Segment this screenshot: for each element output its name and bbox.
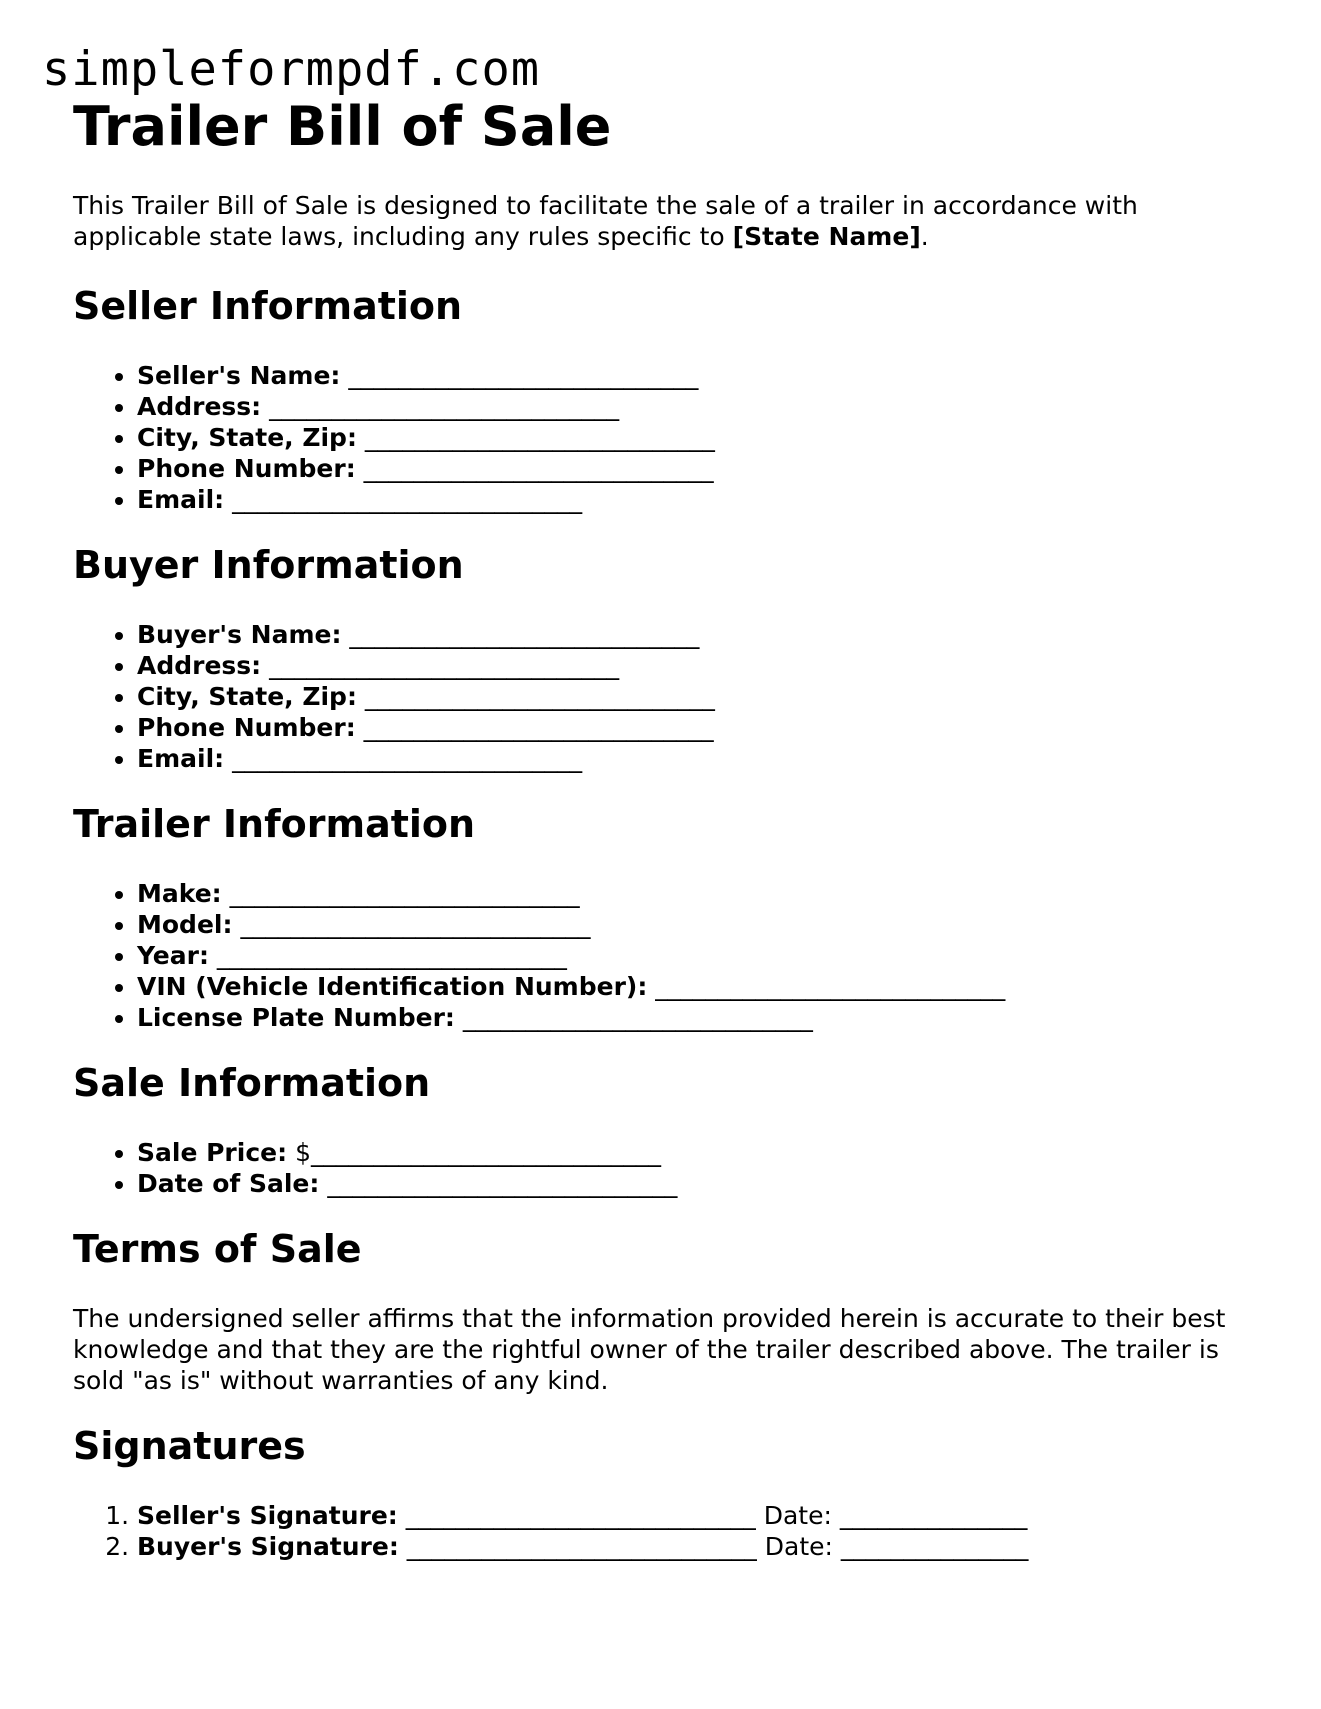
document-page bbox=[73, 92, 1253, 1562]
field-label: Email: bbox=[137, 485, 225, 514]
seller-city-state-zip-blank[interactable]: ____________________________ bbox=[364, 423, 715, 452]
buyer-signature-line bbox=[137, 1531, 1253, 1562]
terms-section-heading: Terms of Sale bbox=[73, 1227, 362, 1271]
buyer-city-state-zip-field bbox=[137, 681, 1253, 712]
date-label: Date: bbox=[763, 1501, 832, 1530]
field-label: Buyer's Name: bbox=[137, 620, 342, 649]
buyer-name-field bbox=[137, 619, 1253, 650]
seller-fields bbox=[73, 360, 1253, 515]
trailer-model-field bbox=[137, 909, 1253, 940]
buyer-signature-date-blank[interactable]: _______________ bbox=[840, 1532, 1029, 1561]
seller-signature-date-blank[interactable]: _______________ bbox=[839, 1501, 1028, 1530]
field-label: Phone Number: bbox=[137, 713, 356, 742]
signature-list bbox=[73, 1500, 1253, 1562]
trailer-license-plate-field bbox=[137, 1002, 1253, 1033]
seller-email-blank[interactable]: ____________________________ bbox=[232, 485, 583, 514]
trailer-section-heading: Trailer Information bbox=[73, 802, 476, 846]
field-label: License Plate Number: bbox=[137, 1003, 455, 1032]
seller-name-field bbox=[137, 360, 1253, 391]
dollar-sign: $ bbox=[295, 1138, 311, 1167]
buyer-address-blank[interactable]: ____________________________ bbox=[269, 651, 620, 680]
field-label: VIN (Vehicle Identification Number): bbox=[137, 972, 648, 1001]
trailer-make-blank[interactable]: ____________________________ bbox=[229, 879, 580, 908]
seller-email-field bbox=[137, 484, 1253, 515]
watermark: simpleformpdf.com bbox=[42, 42, 541, 97]
intro-text: This Trailer Bill of Sale is designed to facilitate the sale of a trailer in accordance with applicable state laws, including any rules specific to bbox=[73, 191, 1138, 251]
intro-paragraph bbox=[73, 190, 1253, 252]
sale-price-field bbox=[137, 1137, 1253, 1168]
state-name-placeholder: [State Name] bbox=[732, 222, 921, 251]
trailer-vin-blank[interactable]: ____________________________ bbox=[655, 972, 1006, 1001]
field-label: Year: bbox=[137, 941, 209, 970]
sale-fields bbox=[73, 1137, 1253, 1199]
field-label: Sale Price: bbox=[137, 1138, 288, 1167]
buyer-email-field bbox=[137, 743, 1253, 774]
intro-end: . bbox=[920, 222, 929, 251]
trailer-fields bbox=[73, 878, 1253, 1033]
field-label: City, State, Zip: bbox=[137, 423, 357, 452]
buyer-section-heading: Buyer Information bbox=[73, 543, 464, 587]
seller-signature-line bbox=[137, 1500, 1253, 1531]
field-label: Model: bbox=[137, 910, 233, 939]
buyer-email-blank[interactable]: ____________________________ bbox=[232, 744, 583, 773]
buyer-name-blank[interactable]: ____________________________ bbox=[349, 620, 700, 649]
field-label: Seller's Name: bbox=[137, 361, 341, 390]
field-label: Seller's Signature: bbox=[137, 1501, 398, 1530]
field-label: Buyer's Signature: bbox=[137, 1532, 399, 1561]
field-label: Address: bbox=[137, 392, 262, 421]
trailer-license-plate-blank[interactable]: ____________________________ bbox=[462, 1003, 813, 1032]
seller-phone-field bbox=[137, 453, 1253, 484]
field-label: Address: bbox=[137, 651, 262, 680]
seller-address-field bbox=[137, 391, 1253, 422]
seller-address-blank[interactable]: ____________________________ bbox=[269, 392, 620, 421]
trailer-model-blank[interactable]: ____________________________ bbox=[240, 910, 591, 939]
seller-city-state-zip-field bbox=[137, 422, 1253, 453]
page-title: Trailer Bill of Sale bbox=[73, 95, 612, 158]
buyer-fields bbox=[73, 619, 1253, 774]
sale-price-blank[interactable]: ____________________________ bbox=[310, 1138, 661, 1167]
terms-paragraph: The undersigned seller affirms that the information provided herein is accurate to their best knowledge and that they are the rightful owner of the trailer described above. The trailer is sold "as is" without warranties of any kind. bbox=[73, 1304, 1226, 1395]
date-label: Date: bbox=[764, 1532, 833, 1561]
field-label: Make: bbox=[137, 879, 222, 908]
seller-signature-blank[interactable]: ____________________________ bbox=[405, 1501, 756, 1530]
field-label: Date of Sale: bbox=[137, 1169, 320, 1198]
field-label: Email: bbox=[137, 744, 225, 773]
sale-section-heading: Sale Information bbox=[73, 1061, 431, 1105]
buyer-signature-blank[interactable]: ____________________________ bbox=[406, 1532, 757, 1561]
field-label: City, State, Zip: bbox=[137, 682, 357, 711]
seller-section-heading: Seller Information bbox=[73, 284, 463, 328]
trailer-vin-field bbox=[137, 971, 1253, 1002]
trailer-year-blank[interactable]: ____________________________ bbox=[216, 941, 567, 970]
trailer-year-field bbox=[137, 940, 1253, 971]
sale-date-blank[interactable]: ____________________________ bbox=[327, 1169, 678, 1198]
buyer-city-state-zip-blank[interactable]: ____________________________ bbox=[364, 682, 715, 711]
field-label: Phone Number: bbox=[137, 454, 356, 483]
buyer-phone-field bbox=[137, 712, 1253, 743]
buyer-phone-blank[interactable]: ____________________________ bbox=[363, 713, 714, 742]
signatures-section-heading: Signatures bbox=[73, 1424, 306, 1468]
seller-phone-blank[interactable]: ____________________________ bbox=[363, 454, 714, 483]
seller-name-blank[interactable]: ____________________________ bbox=[348, 361, 699, 390]
trailer-make-field bbox=[137, 878, 1253, 909]
sale-date-field bbox=[137, 1168, 1253, 1199]
buyer-address-field bbox=[137, 650, 1253, 681]
